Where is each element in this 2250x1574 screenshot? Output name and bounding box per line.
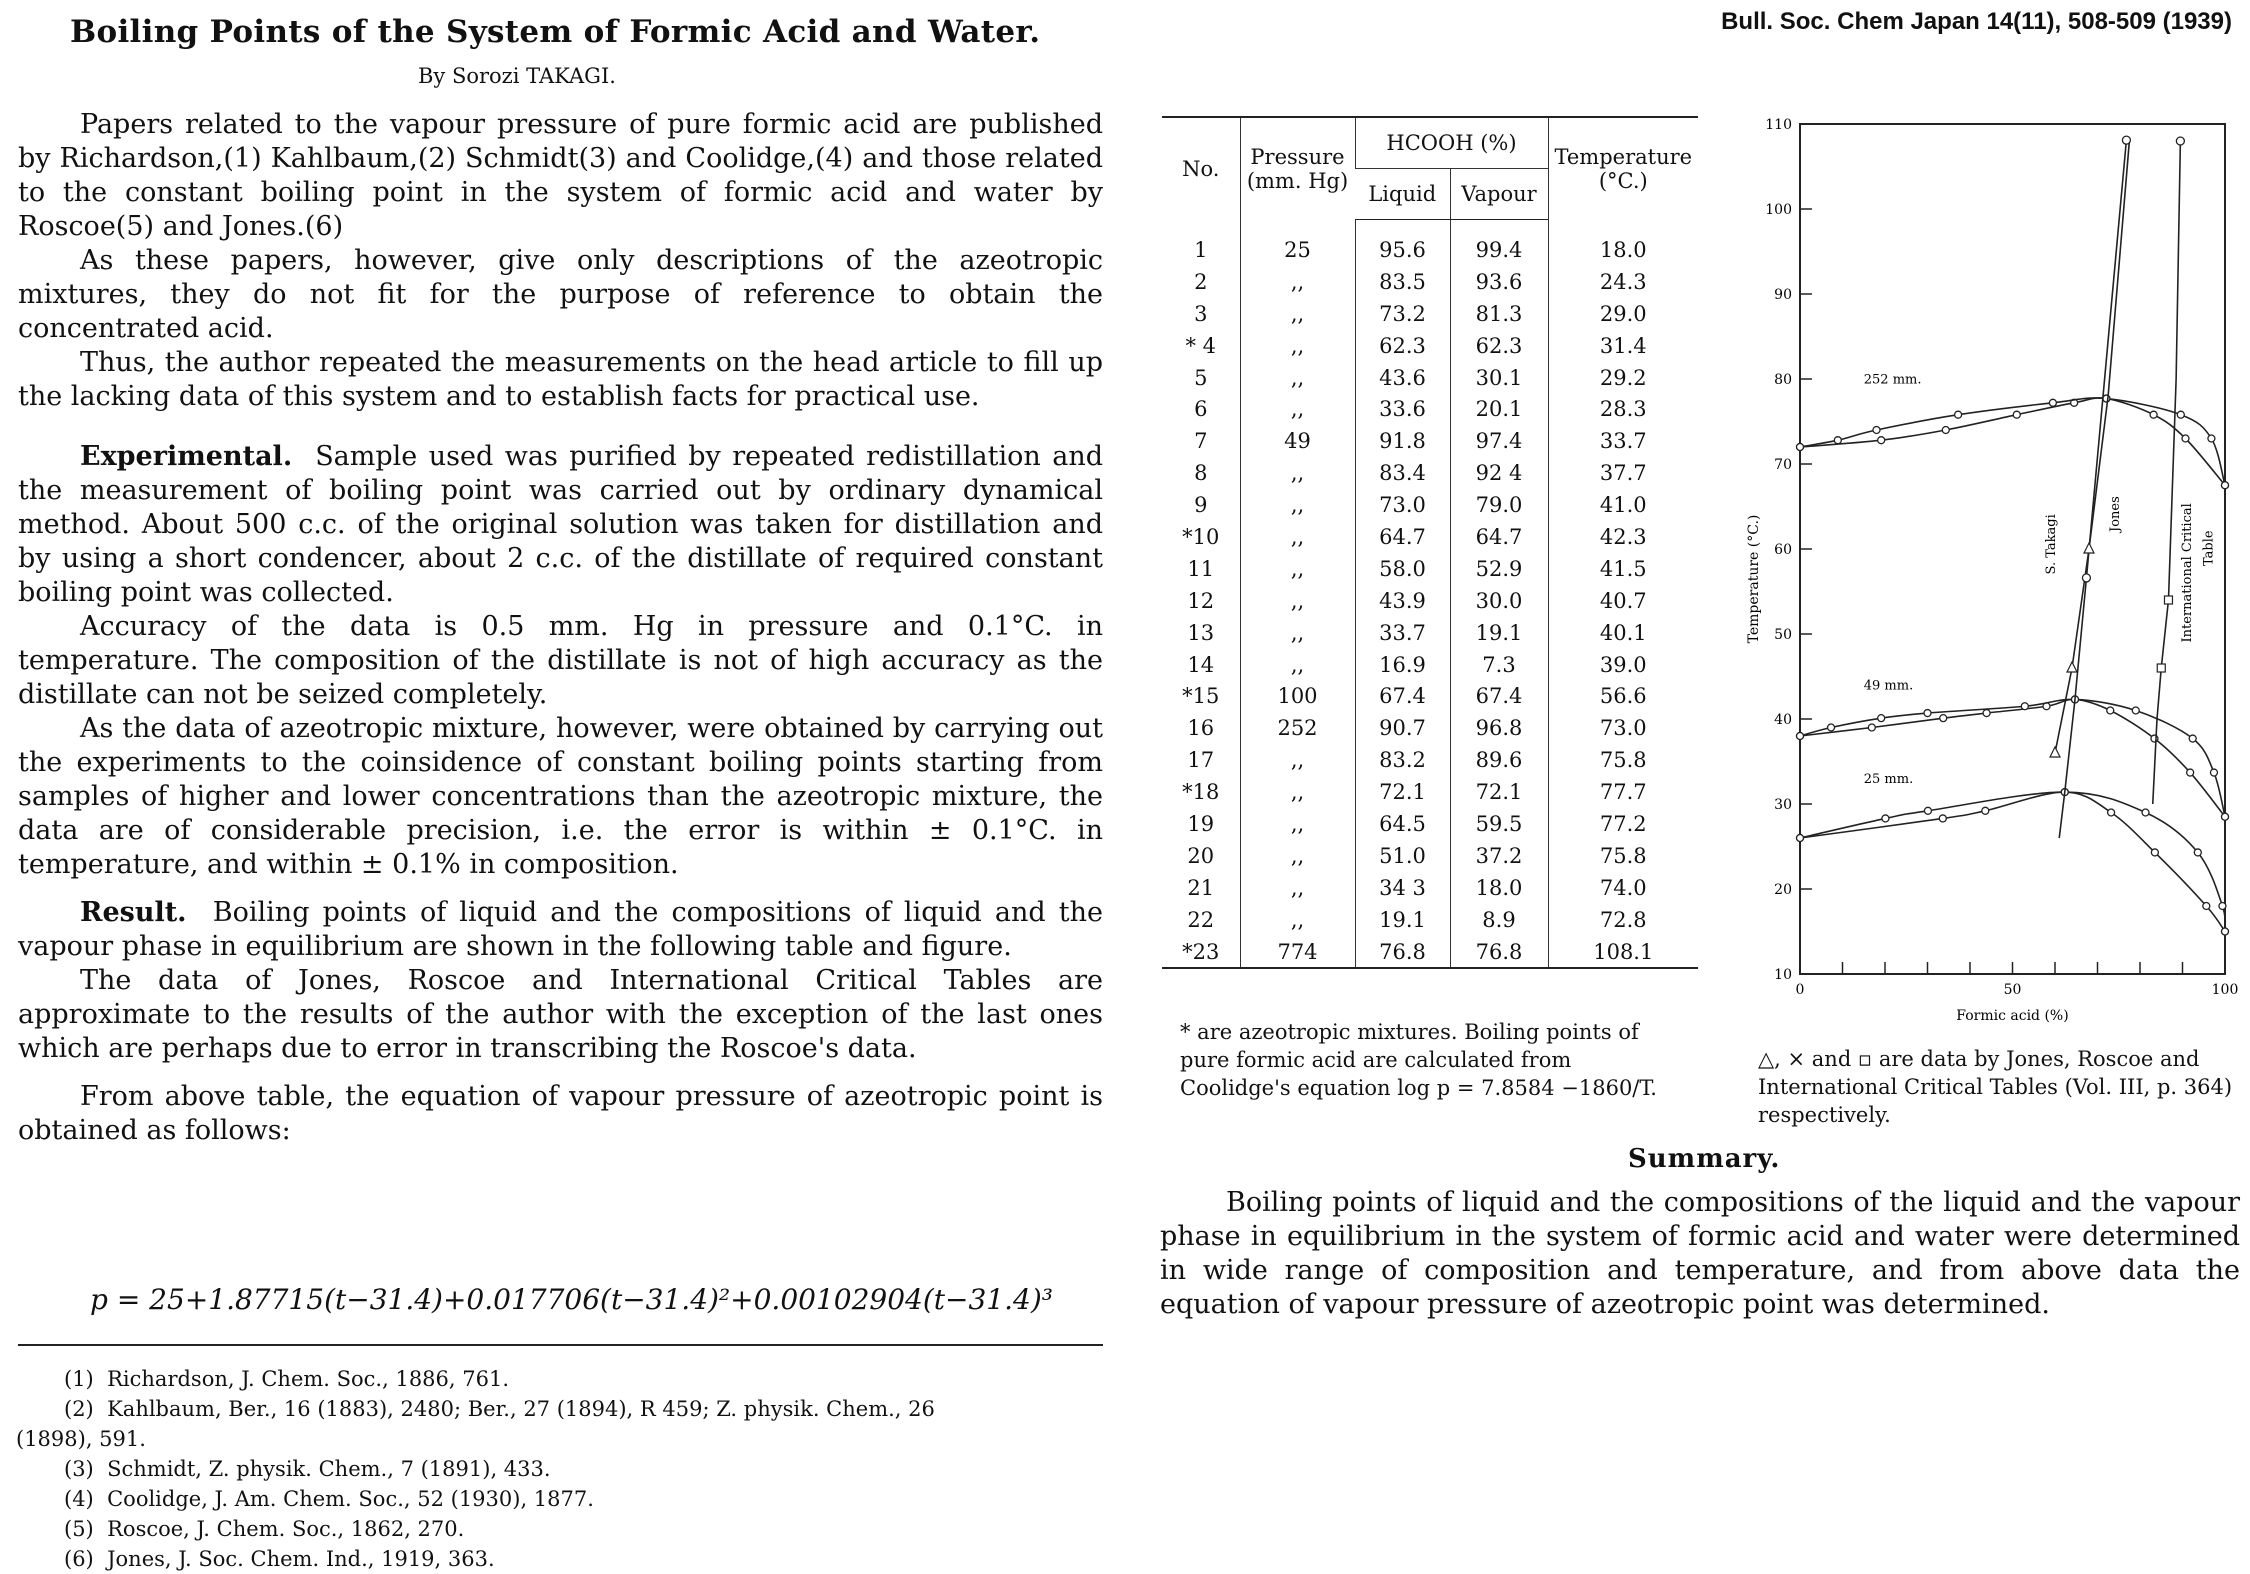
y-tick-label: 30 [1774, 797, 1792, 813]
table-cell: 25 [1240, 220, 1355, 266]
table-cell: 62.3 [1355, 330, 1450, 362]
y-tick-label: 80 [1774, 372, 1792, 388]
series-line [1800, 699, 2225, 816]
table-row [1162, 425, 1698, 457]
reference-item: (2) Kahlbaum, Ber., 16 (1883), 2480; Ber., 27 (1894), R 459; Z. physik. Chem., 26 [64, 1397, 935, 1421]
table-cell: 1 [1194, 237, 1208, 262]
footnote-rule [18, 1344, 1103, 1346]
x-axis-label: Formic acid (%) [1956, 1008, 2069, 1024]
table-cell: 6 [1194, 397, 1208, 422]
experimental-heading: Experimental. [80, 441, 293, 472]
table-cell: ,, [1240, 744, 1355, 776]
table-cell: ,, [1240, 298, 1355, 330]
data-point [1834, 437, 1841, 444]
curve-label-49: 49 mm. [1863, 678, 1914, 694]
paragraph-intro: Papers related to the vapour pressure of pure formic acid are published by Richardson,(1) Kahlbaum,(2) Schmidt(3) and Coolidge,(4) and those related to the constant boiling point in the system of formic acid and water by Roscoe(5) and Jones.(6) [18, 109, 1103, 242]
table-cell: 41.5 [1548, 553, 1698, 585]
data-point [2222, 813, 2229, 820]
x-tick-label: 50 [2003, 982, 2022, 998]
table-cell: 99.4 [1450, 220, 1548, 266]
table-cell: 64.7 [1450, 521, 1548, 553]
table-cell: ,, [1240, 872, 1355, 904]
y-tick-label: 10 [1774, 967, 1792, 983]
table-cell: 37.7 [1548, 457, 1698, 489]
vapour-pressure-equation: p = 25+1.87715(t−31.4)+0.017706(t−31.4)²+0.00102904(t−31.4)³ [90, 1283, 1053, 1316]
y-tick-label: 40 [1774, 712, 1792, 728]
table-row [1162, 393, 1698, 425]
data-point [2194, 849, 2201, 856]
curve-label-252: 252 mm. [1863, 372, 1922, 388]
data-point [1982, 807, 1989, 814]
table-cell: 49 [1240, 425, 1355, 457]
table-cell: 22 [1187, 907, 1215, 932]
table-cell: 12 [1187, 588, 1215, 613]
table-row [1162, 362, 1698, 394]
header-vapour: Vapour [1450, 169, 1548, 220]
table-cell: 73.0 [1548, 712, 1698, 744]
table-row [1162, 680, 1698, 712]
table-row [1162, 776, 1698, 808]
paragraph-azeotrope: As these papers, however, give only descriptions of the azeotropic mixtures, they do not fit for the purpose of reference to obtain the concentrated acid. [18, 245, 1103, 344]
data-point [1873, 427, 1880, 434]
table-cell: 62.3 [1450, 330, 1548, 362]
table-footnote: * are azeotropic mixtures. Boiling points of pure formic acid are calculated from Coolidge's equation log p = 7.8584 −1860/T. [1180, 1020, 1657, 1100]
table-cell: 18.0 [1548, 220, 1698, 266]
triangle-marker [2050, 747, 2060, 757]
boiling-point-table [1162, 116, 1698, 969]
series-line [1800, 699, 2225, 816]
table-row [1162, 712, 1698, 744]
data-point [1797, 835, 1804, 842]
reference-item: (5) Roscoe, J. Chem. Soc., 1862, 270. [64, 1517, 465, 1541]
table-cell: 31.4 [1548, 330, 1698, 362]
y-tick-label: 110 [1765, 117, 1792, 133]
table-cell: *18 [1182, 780, 1220, 805]
data-point [2189, 735, 2196, 742]
table-row [1162, 649, 1698, 681]
table-cell: 83.2 [1355, 744, 1450, 776]
table-cell: 83.5 [1355, 266, 1450, 298]
table-row [1162, 457, 1698, 489]
data-point [1940, 715, 1947, 722]
table-cell: 75.8 [1548, 840, 1698, 872]
series-line [1800, 398, 2225, 485]
summary-heading: Summary. [1628, 1144, 1781, 1174]
table-cell: ,, [1240, 904, 1355, 936]
data-point [2108, 809, 2115, 816]
table-cell: 43.6 [1355, 362, 1450, 394]
table-cell: 19 [1187, 811, 1215, 836]
y-tick-label: 60 [1774, 542, 1792, 558]
table-row [1162, 266, 1698, 298]
table-cell: 14 [1187, 652, 1215, 677]
paragraph-accuracy: Accuracy of the data is 0.5 mm. Hg in pressure and 0.1°C. in temperature. The composition of the distillate is not of high accuracy as the distillate can not be seized completely. [18, 611, 1103, 710]
table-cell: 3 [1194, 301, 1208, 326]
paragraph-experimental [18, 440, 1103, 610]
x-tick-label: 0 [1795, 982, 1805, 998]
table-row [1162, 585, 1698, 617]
y-axis-label: Temperature (°C.) [1746, 514, 1762, 644]
data-point [2176, 137, 2184, 145]
table-row [1162, 904, 1698, 936]
data-point [1868, 724, 1875, 731]
table-cell: 18.0 [1450, 872, 1548, 904]
table-cell: 64.5 [1355, 808, 1450, 840]
figure-caption: △, × and ▫ are data by Jones, Roscoe and International Critical Tables (Vol. III, p. 364) respectively. [1758, 1047, 2233, 1127]
summary-text: Boiling points of liquid and the compositions of the liquid and the vapour phase in equilibrium in the system of formic acid and water were determined in wide range of composition and temperature, and from above data the equation of vapour pressure of azeotropic point was determined. [1160, 1187, 2240, 1320]
table-row [1162, 936, 1698, 969]
table-cell: 76.8 [1355, 936, 1450, 969]
paragraph-result [18, 896, 1103, 964]
series-line [1800, 792, 2225, 931]
square-marker [2164, 596, 2172, 604]
table-cell: 40.7 [1548, 585, 1698, 617]
header-no: No. [1182, 156, 1220, 181]
table-cell: 81.3 [1450, 298, 1548, 330]
square-marker [2157, 664, 2165, 672]
curve-label-takagi: S. Takagi [2044, 514, 2059, 575]
table-cell: 13 [1187, 620, 1215, 645]
data-point [2132, 707, 2139, 714]
author-byline: By Sorozi TAKAGI. [418, 64, 616, 88]
table-cell: 42.3 [1548, 521, 1698, 553]
data-point [1924, 807, 1931, 814]
series-line [2059, 140, 2126, 838]
data-point [2082, 574, 2090, 582]
table-cell: 19.1 [1450, 617, 1548, 649]
table-cell: 41.0 [1548, 489, 1698, 521]
table-cell: 90.7 [1355, 712, 1450, 744]
x-tick-label: 100 [2211, 982, 2239, 998]
table-cell: 34 3 [1355, 872, 1450, 904]
table-cell: * 4 [1185, 333, 1217, 358]
table-cell: 79.0 [1450, 489, 1548, 521]
table-cell: ,, [1240, 617, 1355, 649]
table-cell: 7.3 [1450, 649, 1548, 681]
table-cell: 40.1 [1548, 617, 1698, 649]
table-cell: 29.2 [1548, 362, 1698, 394]
table-cell: 16 [1187, 716, 1215, 741]
data-point [2142, 809, 2149, 816]
table-cell: 92 4 [1450, 457, 1548, 489]
reference-item: (1) Richardson, J. Chem. Soc., 1886, 761. [64, 1367, 510, 1391]
data-point [2013, 411, 2020, 418]
boiling-point-chart [1740, 108, 2250, 1043]
table-row [1162, 808, 1698, 840]
table-cell: ,, [1240, 330, 1355, 362]
table-cell: ,, [1240, 585, 1355, 617]
table-cell: ,, [1240, 266, 1355, 298]
table-cell: 100 [1240, 680, 1355, 712]
table-cell: *15 [1182, 684, 1220, 709]
curve-label-ict-2: Table [2201, 530, 2217, 566]
data-point [2150, 411, 2157, 418]
data-point [2107, 707, 2114, 714]
table-cell: 252 [1240, 712, 1355, 744]
data-point [1878, 437, 1885, 444]
table-cell: 95.6 [1355, 220, 1450, 266]
data-point [2222, 482, 2229, 489]
table-cell: 77.2 [1548, 808, 1698, 840]
series-line [2153, 141, 2181, 804]
table-cell: 43.9 [1355, 585, 1450, 617]
table-cell: 20.1 [1450, 393, 1548, 425]
table-cell: 33.7 [1548, 425, 1698, 457]
table-row [1162, 220, 1698, 266]
table-cell: 19.1 [1355, 904, 1450, 936]
data-point [2203, 903, 2210, 910]
table-cell: 59.5 [1450, 808, 1548, 840]
y-tick-label: 20 [1774, 882, 1792, 898]
data-point [1878, 715, 1885, 722]
table-cell: ,, [1240, 521, 1355, 553]
table-cell: 33.7 [1355, 617, 1450, 649]
body-text [18, 108, 1103, 1148]
reference-item: (4) Coolidge, J. Am. Chem. Soc., 52 (1930), 1877. [64, 1487, 594, 1511]
table-cell: 97.4 [1450, 425, 1548, 457]
table-row [1162, 617, 1698, 649]
data-point [1797, 733, 1804, 740]
table-cell: 67.4 [1450, 680, 1548, 712]
table-cell: 21 [1187, 875, 1215, 900]
table-cell: 16.9 [1355, 649, 1450, 681]
table-cell: 73.2 [1355, 298, 1450, 330]
data-point [2021, 703, 2028, 710]
series-line [1800, 792, 2225, 931]
data-point [1828, 724, 1835, 731]
table-cell: ,, [1240, 808, 1355, 840]
reference-item: (3) Schmidt, Z. physik. Chem., 7 (1891), 433. [64, 1457, 551, 1481]
table-cell: 93.6 [1450, 266, 1548, 298]
data-point [2219, 903, 2226, 910]
curve-label-25: 25 mm. [1863, 771, 1914, 787]
table-cell: *10 [1182, 524, 1220, 549]
header-liquid: Liquid [1355, 169, 1450, 220]
data-point [2210, 769, 2217, 776]
y-tick-label: 50 [1774, 627, 1792, 643]
table-cell: ,, [1240, 840, 1355, 872]
data-point [2151, 849, 2158, 856]
curve-label-jones: Jones [2107, 496, 2123, 532]
table-cell: 11 [1187, 556, 1215, 581]
table-cell: 108.1 [1548, 936, 1698, 969]
data-point [2177, 411, 2184, 418]
plot-frame [1800, 124, 2225, 974]
y-tick-label: 100 [1765, 202, 1792, 218]
header-hcooh: HCOOH (%) [1355, 117, 1548, 169]
table-cell: 20 [1187, 843, 1215, 868]
reference-continuation: (1898), 591. [16, 1427, 146, 1451]
data-point [2049, 399, 2056, 406]
paper-title: Boiling Points of the System of Formic Acid and Water. [70, 14, 1041, 50]
table-row [1162, 298, 1698, 330]
table-cell: 33.6 [1355, 393, 1450, 425]
paragraph-purpose: Thus, the author repeated the measurements on the head article to fill up the lacking data of this system and to establish facts for practical use. [18, 347, 1103, 412]
table-cell: 51.0 [1355, 840, 1450, 872]
table-cell: 83.4 [1355, 457, 1450, 489]
reference-item: (6) Jones, J. Soc. Chem. Ind., 1919, 363. [64, 1547, 495, 1571]
paragraph-equation-intro: From above table, the equation of vapour pressure of azeotropic point is obtained as follows: [18, 1081, 1103, 1146]
y-tick-label: 70 [1774, 457, 1792, 473]
table-row [1162, 872, 1698, 904]
table-cell: 96.8 [1450, 712, 1548, 744]
curve-label-ict: International Critical [2180, 503, 2195, 643]
result-text: Boiling points of liquid and the compositions of liquid and the vapour phase in equilibrium are shown in the following table and figure. [18, 897, 1103, 962]
table-row [1162, 744, 1698, 776]
table-cell: 72.1 [1355, 776, 1450, 808]
table-row [1162, 489, 1698, 521]
summary-text-block [1160, 1186, 2240, 1322]
table-cell: ,, [1240, 489, 1355, 521]
paragraph-comparison: The data of Jones, Roscoe and International Critical Tables are approximate to the results of the author with the exception of the last ones which are perhaps due to error in transcribing the Roscoe's data. [18, 965, 1103, 1064]
table-cell: 76.8 [1450, 936, 1548, 969]
table-cell: 91.8 [1355, 425, 1450, 457]
table-cell: 74.0 [1548, 872, 1698, 904]
table-row [1162, 330, 1698, 362]
table-cell: 72.1 [1450, 776, 1548, 808]
table-cell: 24.3 [1548, 266, 1698, 298]
table-cell: 37.2 [1450, 840, 1548, 872]
experimental-text: Sample used was purified by repeated redistillation and the measurement of boiling point was carried out by ordinary dynamical method. About 500 c.c. of the original solution was taken for distillation and by using a short condencer, about 2 c.c. of the distillate of required constant boiling point was collected. [18, 441, 1103, 608]
header-temperature: Temperature (°C.) [1548, 117, 1698, 220]
table-cell: 28.3 [1548, 393, 1698, 425]
table-cell: 774 [1240, 936, 1355, 969]
table-cell: 77.7 [1548, 776, 1698, 808]
table-cell: 30.0 [1450, 585, 1548, 617]
table-cell: 30.1 [1450, 362, 1548, 394]
table-cell: 7 [1194, 429, 1208, 454]
table-cell: ,, [1240, 457, 1355, 489]
table-cell: 56.6 [1548, 680, 1698, 712]
table-cell: ,, [1240, 553, 1355, 585]
table-cell: 89.6 [1450, 744, 1548, 776]
table-cell: 9 [1194, 493, 1208, 518]
table-cell: 64.7 [1355, 521, 1450, 553]
table-row [1162, 521, 1698, 553]
paragraph-precision: As the data of azeotropic mixture, however, were obtained by carrying out the experiments to the coinsidence of constant boiling points starting from samples of higher and lower concentrations than the azeotropic mixture, the data are of considerable precision, i.e. the error is within ± 0.1°C. in temperature, and within ± 0.1% in composition. [18, 713, 1103, 880]
data-point [2182, 435, 2189, 442]
table-cell: ,, [1240, 776, 1355, 808]
table-cell: 72.8 [1548, 904, 1698, 936]
table-cell: 67.4 [1355, 680, 1450, 712]
table-cell: 17 [1187, 748, 1215, 773]
data-point [1924, 710, 1931, 717]
table-cell: ,, [1240, 649, 1355, 681]
data-point [1797, 444, 1804, 451]
journal-citation: Bull. Soc. Chem Japan 14(11), 508-509 (1939) [1721, 8, 2232, 35]
table-cell: 58.0 [1355, 553, 1450, 585]
triangle-marker [2084, 543, 2094, 553]
table-cell: 75.8 [1548, 744, 1698, 776]
table-cell: 39.0 [1548, 649, 1698, 681]
y-tick-label: 90 [1774, 287, 1792, 303]
data-point [1882, 815, 1889, 822]
header-pressure: Pressure (mm. Hg) [1240, 117, 1355, 220]
table-cell: 29.0 [1548, 298, 1698, 330]
references [18, 1364, 1113, 1574]
data-point [2208, 435, 2215, 442]
table-row [1162, 553, 1698, 585]
result-heading: Result. [80, 897, 187, 928]
table-cell: 8 [1194, 461, 1208, 486]
table-cell: 73.0 [1355, 489, 1450, 521]
data-point [1942, 427, 1949, 434]
triangle-marker [2067, 662, 2077, 672]
data-point [1955, 411, 1962, 418]
table-body [1162, 220, 1698, 969]
table-cell: *23 [1182, 939, 1220, 964]
data-point [1939, 815, 1946, 822]
table-cell: 5 [1194, 365, 1208, 390]
data-point [2222, 928, 2229, 935]
data-point [2122, 136, 2130, 144]
table-row [1162, 840, 1698, 872]
table-cell: 8.9 [1450, 904, 1548, 936]
data-point [2187, 769, 2194, 776]
table-cell: 52.9 [1450, 553, 1548, 585]
table-cell: ,, [1240, 362, 1355, 394]
data-point [1983, 710, 1990, 717]
table-cell: ,, [1240, 393, 1355, 425]
table-cell: 2 [1194, 269, 1208, 294]
